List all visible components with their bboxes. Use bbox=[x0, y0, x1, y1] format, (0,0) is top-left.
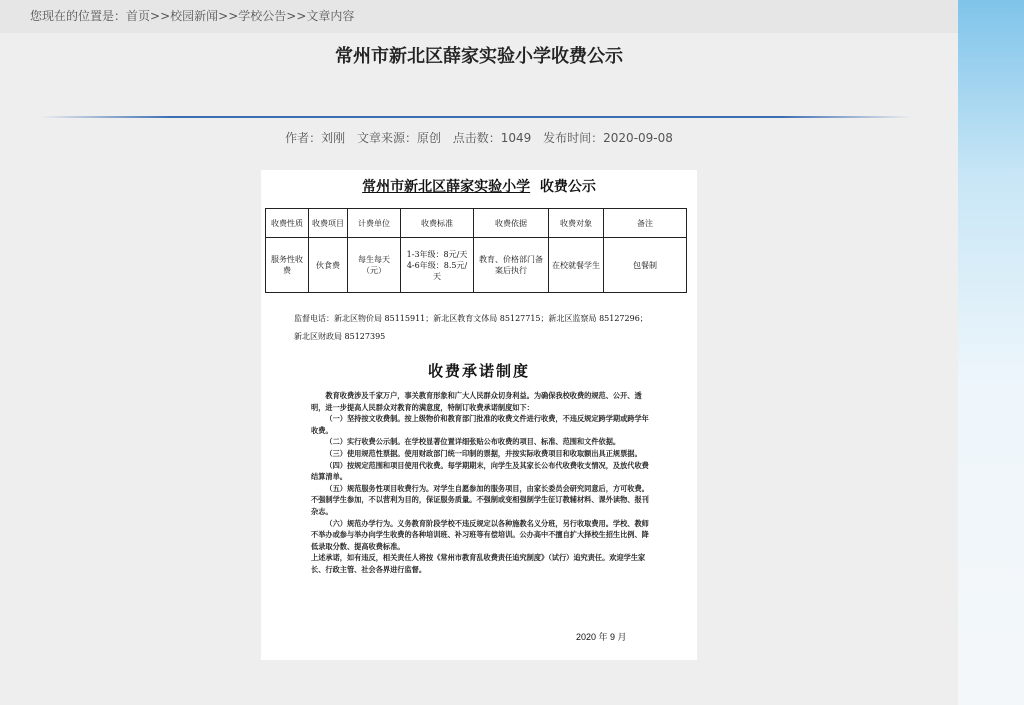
fee-table bbox=[265, 208, 687, 293]
breadcrumb-item-article[interactable]: 文章内容 bbox=[306, 9, 355, 23]
rules-paragraph: （三）使用规范性票据。使用财政部门统一印制的票据，并按实际收费项目和收取额出具正规票据。 bbox=[325, 448, 642, 458]
table-cell: 教育、价格部门备案后执行 bbox=[474, 238, 549, 293]
meta-date: 发布时间：2020-09-08 bbox=[543, 131, 673, 145]
table-header-row bbox=[266, 209, 687, 238]
table-cell: 在校就餐学生 bbox=[549, 238, 604, 293]
table-row bbox=[266, 238, 687, 293]
supervision-contacts bbox=[294, 310, 674, 346]
table-header-cell: 收费标准 bbox=[401, 209, 474, 238]
table-header-cell: 收费对象 bbox=[549, 209, 604, 238]
rules-paragraph: 上述承诺，如有违反，相关责任人将按《常州市教育乱收费责任追究制度》（试行）追究责任。欢迎学生家长、行政主管、社会各界进行监督。 bbox=[311, 553, 646, 574]
breadcrumb-item-news[interactable]: 校园新闻 bbox=[170, 9, 219, 23]
table-cell: 包餐制 bbox=[604, 238, 687, 293]
meta-hits: 点击数：1049 bbox=[452, 131, 532, 145]
page-side-decoration bbox=[958, 0, 1024, 705]
breadcrumb-separator: >> bbox=[150, 9, 171, 23]
meta-author: 作者：刘刚 bbox=[285, 131, 346, 145]
table-header-cell: 计费单位 bbox=[348, 209, 401, 238]
article-document-image bbox=[261, 170, 697, 660]
page-title: 常州市新北区薛家实验小学收费公示 bbox=[335, 46, 623, 67]
table-header-cell: 收费性质 bbox=[266, 209, 309, 238]
document-title bbox=[261, 176, 697, 196]
document-date: 2020 年 9 月 bbox=[576, 632, 627, 642]
table-cell: 每生每天（元） bbox=[348, 238, 401, 293]
table-header-cell: 备注 bbox=[604, 209, 687, 238]
table-cell: 伙食费 bbox=[309, 238, 348, 293]
table-cell: 1-3年级：8元/天 4-6年级：8.5元/天 bbox=[401, 238, 474, 293]
document-title-school: 常州市新北区薛家实验小学 bbox=[362, 179, 531, 195]
document-title-suffix: 收费公示 bbox=[539, 179, 596, 195]
table-header-cell: 收费依据 bbox=[474, 209, 549, 238]
table-header-cell: 收费项目 bbox=[309, 209, 348, 238]
rules-paragraph: 教育收费涉及千家万户，事关教育形象和广大人民群众切身利益。为确保我校收费的规范、公开、透明，进一步提高人民群众对教育的满意度，特制订收费承诺制度如下： bbox=[311, 391, 642, 412]
rules-paragraph: （一）坚持按文收费制。按上级物价和教育部门批准的收费文件进行收费，不违反规定跨学期或跨学年收费。 bbox=[311, 414, 649, 435]
breadcrumb-item-home[interactable]: 首页 bbox=[126, 9, 151, 23]
rules-paragraph: （四）按规定范围和项目使用代收费。每学期期末，向学生及其家长公布代收费收支情况，及放代收费结算清单。 bbox=[311, 460, 649, 482]
rules-paragraph: （六）规范办学行为。义务教育阶段学校不违反规定以各种施教名义分班，另行收取费用。学校、教师不举办或参与举办向学生收费的各种培训班、补习班等有偿培训。公办高中不擅自扩大择校生招生比例、降低录取分数、提高收费标准。 bbox=[311, 518, 649, 551]
table-cell: 服务性收费 bbox=[266, 238, 309, 293]
breadcrumb bbox=[0, 0, 958, 33]
rules-paragraph: （五）规范服务性项目收费行为。对学生自愿参加的服务项目，由家长委员会研究同意后，方可收费。不强制学生参加，不以营利为目的，保证服务质量。不强制或变相强制学生征订教辅材料、课外读物、报刊杂志。 bbox=[311, 483, 649, 516]
contacts-line: 监督电话：新北区物价局 85115911；新北区教育文体局 85127715；新北区监察局 85127296； bbox=[294, 314, 648, 323]
article-meta bbox=[0, 129, 958, 146]
rules-body bbox=[311, 390, 651, 576]
contacts-line: 新北区财政局 85127395 bbox=[294, 332, 386, 341]
rules-paragraph: （二）实行收费公示制。在学校显著位置详细张贴公布收费的项目、标准、范围和文件依据。 bbox=[325, 437, 621, 447]
title-divider bbox=[40, 116, 912, 118]
rules-title: 收费承诺制度 bbox=[427, 362, 530, 380]
breadcrumb-separator: >> bbox=[286, 9, 307, 23]
meta-source: 文章来源：原创 bbox=[356, 131, 441, 145]
breadcrumb-prefix: 您现在的位置是： bbox=[30, 9, 127, 23]
breadcrumb-separator: >> bbox=[218, 9, 239, 23]
breadcrumb-item-notices[interactable]: 学校公告 bbox=[238, 9, 287, 23]
